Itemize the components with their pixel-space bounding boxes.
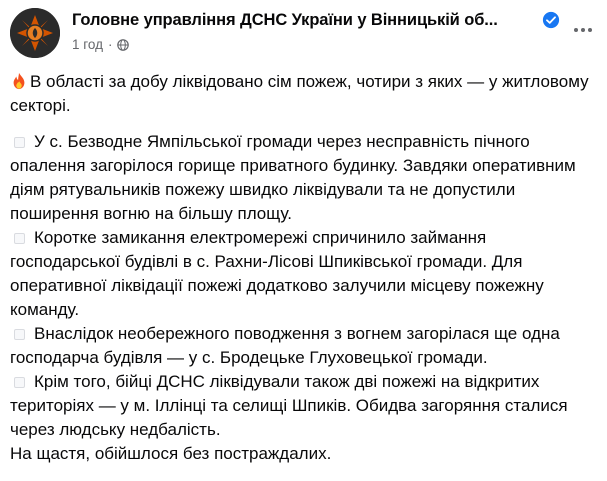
list-item-text: У с. Безводне Ямпільської громади через несправність пічного опалення загорілося горище приватного будинку. Завдяки оперативним діям рятувальників пожежу швидко ліквідували та не допустили поширення вогню на більшу площу. bbox=[10, 132, 576, 223]
post-header bbox=[0, 0, 607, 68]
page-name-link[interactable]: Головне управління ДСНС України у Вінницькій об... bbox=[72, 11, 498, 29]
post-text bbox=[10, 70, 600, 466]
list-item bbox=[10, 322, 600, 370]
list-item-text: Коротке замикання електромережі спричинило займання господарської будівлі в с. Рахни-Лісові Шпиківської громади. Для оперативної ліквідації пожежі додатково залучили місцеву пожежну команду. bbox=[10, 228, 544, 319]
list-item-text: Внаслідок необережного поводження з вогнем загорілася ще одна господарча будівля — у с. Бродецьке Глуховецької громади. bbox=[10, 324, 560, 367]
square-bullet-icon bbox=[14, 377, 25, 388]
more-options-icon bbox=[574, 28, 578, 32]
list-item-text: Крім того, бійці ДСНС ліквідували також дві пожежі на відкритих територіях — у м. Іллінці та селищі Шпиків. Обидва загоряння сталися через людську недбалість. bbox=[10, 372, 568, 439]
meta-separator: · bbox=[107, 37, 113, 52]
post-time-link[interactable]: 1 год bbox=[72, 37, 103, 52]
more-options-icon bbox=[588, 28, 592, 32]
lead-text: В області за добу ліквідовано сім пожеж, чотири з яких — у житловому секторі. bbox=[10, 72, 589, 115]
paragraph-gap bbox=[10, 118, 600, 130]
globe-icon[interactable] bbox=[117, 39, 129, 51]
closing-text: На щастя, обійшлося без постраждалих. bbox=[10, 444, 332, 463]
lead-paragraph bbox=[10, 70, 600, 118]
fire-icon bbox=[10, 72, 28, 90]
square-bullet-icon bbox=[14, 329, 25, 340]
more-options-icon bbox=[581, 28, 585, 32]
more-options-button[interactable] bbox=[566, 18, 600, 42]
avatar[interactable] bbox=[10, 8, 60, 58]
square-bullet-icon bbox=[14, 137, 25, 148]
list-item bbox=[10, 130, 600, 226]
post-meta bbox=[72, 37, 129, 52]
emergency-service-emblem-icon bbox=[10, 8, 60, 58]
list-item bbox=[10, 370, 600, 442]
verified-badge-icon bbox=[542, 11, 560, 29]
square-bullet-icon bbox=[14, 233, 25, 244]
list-item bbox=[10, 226, 600, 322]
